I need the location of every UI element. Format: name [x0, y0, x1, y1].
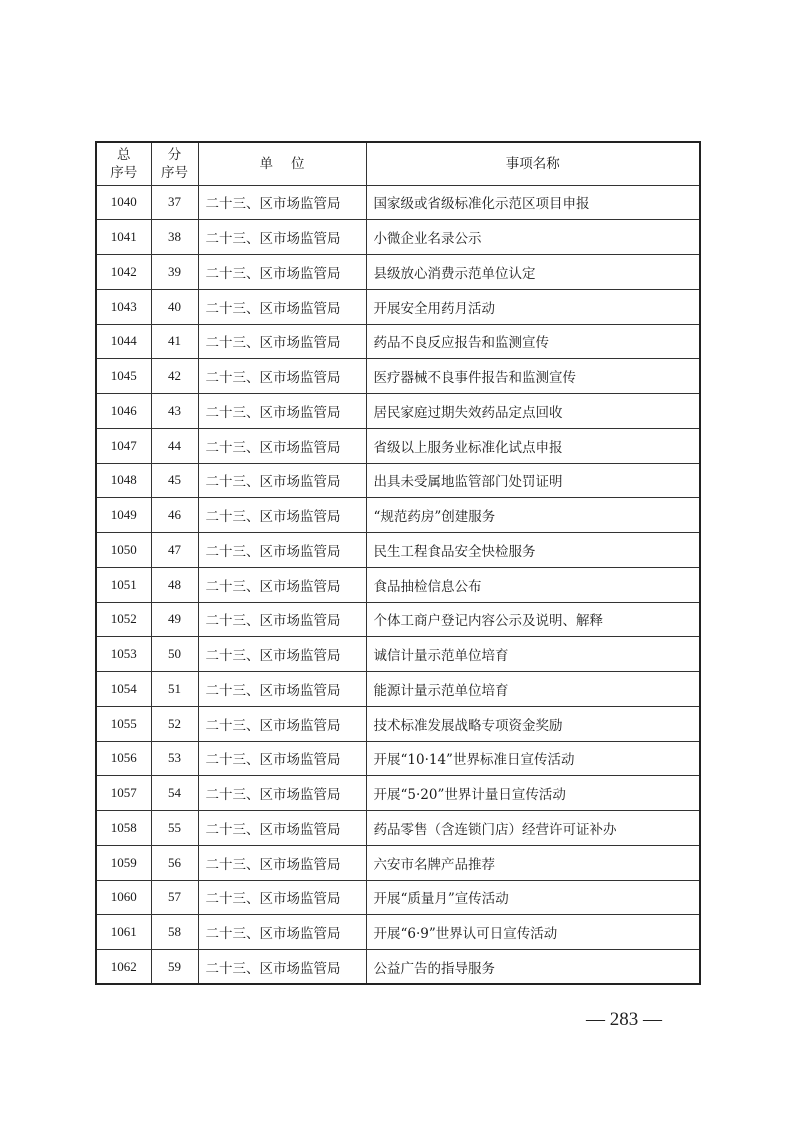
cell-total-number: 1062: [96, 950, 151, 985]
cell-item-name: 开展“6·9”世界认可日宣传活动: [366, 915, 700, 950]
cell-item-name: 民生工程食品安全快检服务: [366, 533, 700, 568]
cell-sub-number: 37: [151, 185, 198, 220]
cell-sub-number: 45: [151, 463, 198, 498]
table-row: [96, 880, 700, 915]
table-row: [96, 915, 700, 950]
cell-unit: 二十三、区市场监管局: [198, 324, 366, 359]
cell-unit: 二十三、区市场监管局: [198, 428, 366, 463]
table-row: [96, 428, 700, 463]
cell-total-number: 1057: [96, 776, 151, 811]
cell-item-name: 开展“10·14”世界标准日宣传活动: [366, 741, 700, 776]
cell-unit: 二十三、区市场监管局: [198, 359, 366, 394]
cell-sub-number: 56: [151, 845, 198, 880]
cell-unit: 二十三、区市场监管局: [198, 706, 366, 741]
cell-unit: 二十三、区市场监管局: [198, 498, 366, 533]
header-total-number-line1: 总: [117, 146, 131, 163]
cell-total-number: 1050: [96, 533, 151, 568]
cell-unit: 二十三、区市场监管局: [198, 220, 366, 255]
service-items-table: [95, 141, 701, 985]
table-row: [96, 255, 700, 290]
table-row: [96, 672, 700, 707]
cell-item-name: 公益广告的指导服务: [366, 950, 700, 985]
table-row: [96, 950, 700, 985]
cell-sub-number: 53: [151, 741, 198, 776]
cell-total-number: 1042: [96, 255, 151, 290]
cell-total-number: 1054: [96, 672, 151, 707]
cell-item-name: 开展“质量月”宣传活动: [366, 880, 700, 915]
cell-sub-number: 48: [151, 567, 198, 602]
cell-total-number: 1046: [96, 394, 151, 429]
cell-total-number: 1055: [96, 706, 151, 741]
cell-unit: 二十三、区市场监管局: [198, 255, 366, 290]
cell-item-name: 技术标准发展战略专项资金奖励: [366, 706, 700, 741]
cell-unit: 二十三、区市场监管局: [198, 567, 366, 602]
cell-sub-number: 58: [151, 915, 198, 950]
cell-sub-number: 54: [151, 776, 198, 811]
cell-unit: 二十三、区市场监管局: [198, 463, 366, 498]
cell-total-number: 1047: [96, 428, 151, 463]
cell-item-name: 诚信计量示范单位培育: [366, 637, 700, 672]
cell-sub-number: 49: [151, 602, 198, 637]
header-total-number: [96, 142, 151, 185]
cell-unit: 二十三、区市场监管局: [198, 672, 366, 707]
cell-total-number: 1043: [96, 289, 151, 324]
table-row: [96, 463, 700, 498]
table-row: [96, 776, 700, 811]
cell-sub-number: 41: [151, 324, 198, 359]
cell-item-name: 开展“5·20”世界计量日宣传活动: [366, 776, 700, 811]
cell-unit: 二十三、区市场监管局: [198, 811, 366, 846]
cell-item-name: 小微企业名录公示: [366, 220, 700, 255]
cell-sub-number: 50: [151, 637, 198, 672]
table-row: [96, 567, 700, 602]
table-row: [96, 324, 700, 359]
table-body: [96, 185, 700, 984]
cell-unit: 二十三、区市场监管局: [198, 394, 366, 429]
cell-item-name: 国家级或省级标准化示范区项目申报: [366, 185, 700, 220]
table-row: [96, 845, 700, 880]
cell-total-number: 1056: [96, 741, 151, 776]
cell-unit: 二十三、区市场监管局: [198, 533, 366, 568]
cell-unit: 二十三、区市场监管局: [198, 185, 366, 220]
cell-unit: 二十三、区市场监管局: [198, 776, 366, 811]
cell-total-number: 1048: [96, 463, 151, 498]
cell-sub-number: 39: [151, 255, 198, 290]
table-row: [96, 359, 700, 394]
table-row: [96, 706, 700, 741]
table-row: [96, 289, 700, 324]
cell-unit: 二十三、区市场监管局: [198, 741, 366, 776]
table-row: [96, 602, 700, 637]
header-sub-number-line2: 序号: [161, 164, 188, 181]
cell-total-number: 1052: [96, 602, 151, 637]
cell-total-number: 1051: [96, 567, 151, 602]
service-items-table-container: [95, 141, 699, 985]
cell-item-name: 药品不良反应报告和监测宣传: [366, 324, 700, 359]
header-sub-number-line1: 分: [167, 146, 182, 163]
header-unit: 单位: [198, 142, 366, 185]
cell-sub-number: 52: [151, 706, 198, 741]
cell-unit: 二十三、区市场监管局: [198, 880, 366, 915]
cell-item-name: 县级放心消费示范单位认定: [366, 255, 700, 290]
cell-sub-number: 46: [151, 498, 198, 533]
cell-item-name: 医疗器械不良事件报告和监测宣传: [366, 359, 700, 394]
cell-item-name: 出具未受属地监管部门处罚证明: [366, 463, 700, 498]
cell-unit: 二十三、区市场监管局: [198, 637, 366, 672]
cell-total-number: 1058: [96, 811, 151, 846]
cell-total-number: 1041: [96, 220, 151, 255]
header-item-name: 事项名称: [366, 142, 700, 185]
cell-total-number: 1040: [96, 185, 151, 220]
table-row: [96, 741, 700, 776]
cell-unit: 二十三、区市场监管局: [198, 915, 366, 950]
cell-total-number: 1060: [96, 880, 151, 915]
cell-item-name: 开展安全用药月活动: [366, 289, 700, 324]
cell-sub-number: 44: [151, 428, 198, 463]
cell-sub-number: 55: [151, 811, 198, 846]
table-row: [96, 811, 700, 846]
table-row: [96, 533, 700, 568]
cell-item-name: 六安市名牌产品推荐: [366, 845, 700, 880]
cell-total-number: 1059: [96, 845, 151, 880]
cell-sub-number: 57: [151, 880, 198, 915]
cell-unit: 二十三、区市场监管局: [198, 950, 366, 985]
cell-unit: 二十三、区市场监管局: [198, 845, 366, 880]
header-total-number-line2: 序号: [110, 164, 138, 181]
page-number: — 283 —: [586, 1009, 662, 1030]
cell-unit: 二十三、区市场监管局: [198, 602, 366, 637]
table-row: [96, 185, 700, 220]
cell-item-name: 省级以上服务业标准化试点申报: [366, 428, 700, 463]
table-row: [96, 220, 700, 255]
table-row: [96, 498, 700, 533]
cell-item-name: 药品零售（含连锁门店）经营许可证补办: [366, 811, 700, 846]
cell-item-name: 居民家庭过期失效药品定点回收: [366, 394, 700, 429]
cell-sub-number: 38: [151, 220, 198, 255]
cell-total-number: 1045: [96, 359, 151, 394]
cell-total-number: 1061: [96, 915, 151, 950]
cell-total-number: 1049: [96, 498, 151, 533]
cell-item-name: 食品抽检信息公布: [366, 567, 700, 602]
cell-sub-number: 59: [151, 950, 198, 985]
cell-item-name: 能源计量示范单位培育: [366, 672, 700, 707]
table-row: [96, 394, 700, 429]
cell-sub-number: 42: [151, 359, 198, 394]
header-sub-number: [151, 142, 198, 185]
cell-sub-number: 43: [151, 394, 198, 429]
table-header: [96, 142, 700, 185]
cell-sub-number: 51: [151, 672, 198, 707]
cell-sub-number: 40: [151, 289, 198, 324]
cell-item-name: 个体工商户登记内容公示及说明、解释: [366, 602, 700, 637]
cell-item-name: “规范药房”创建服务: [366, 498, 700, 533]
cell-sub-number: 47: [151, 533, 198, 568]
cell-total-number: 1053: [96, 637, 151, 672]
cell-unit: 二十三、区市场监管局: [198, 289, 366, 324]
header-row: [96, 142, 700, 185]
table-row: [96, 637, 700, 672]
cell-total-number: 1044: [96, 324, 151, 359]
